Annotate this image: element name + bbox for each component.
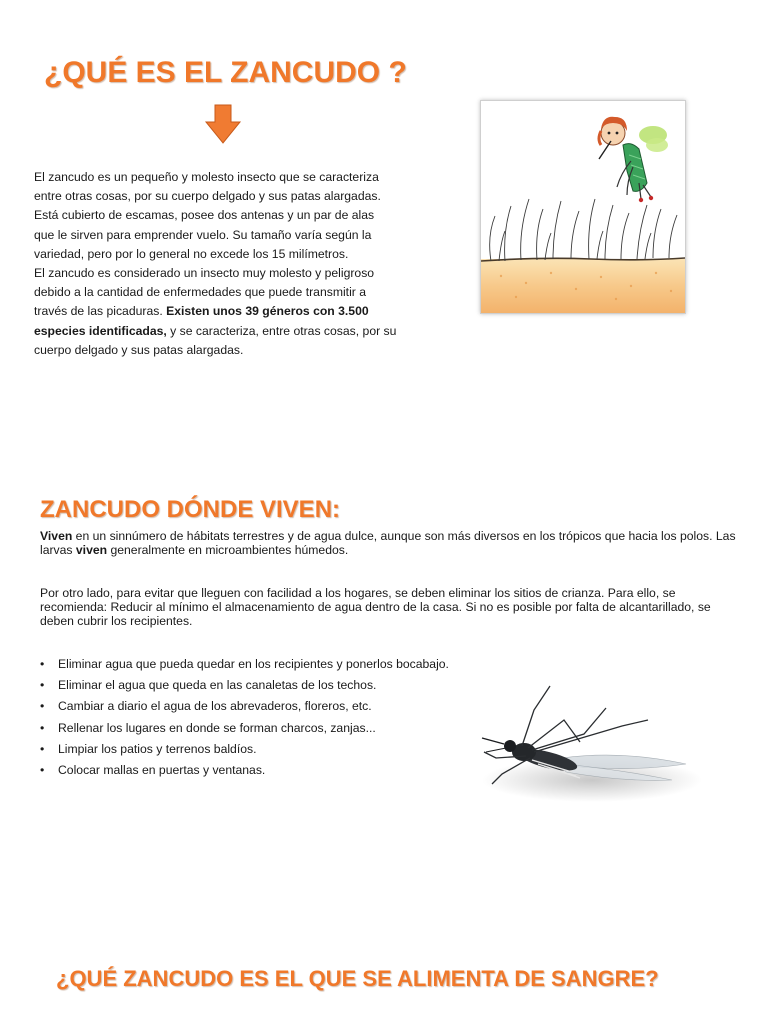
list-item <box>40 696 500 717</box>
prevention-paragraph: Por otro lado, para evitar que lleguen con facilidad a los hogares, se deben eliminar los sitios de crianza. Para ello, se recomienda: Reducir al mínimo el almacenamiento de agua dentro de la casa. Si no es posible por falta de alcantarillado, se deben cubrir los recipientes. <box>40 586 711 628</box>
intro-bold-fragment: especies identificadas, <box>34 323 167 338</box>
cartoon-mosquito-illustration <box>481 101 685 313</box>
list-item <box>40 760 500 781</box>
prevention-list <box>40 654 500 781</box>
intro-line <box>34 302 424 321</box>
intro-line: variedad, pero por lo general no excede los 15 milímetros. <box>34 246 349 261</box>
habitat-text: en un sinnúmero de hábitats terrestres y de agua dulce, aunque son más diversos en los trópicos que hacia los polos. Las larvas <box>40 529 736 557</box>
intro-line: cuerpo delgado y sus patas alargadas. <box>34 342 244 357</box>
list-item-text: Rellenar los lugares en donde se forman charcos, zanjas... <box>58 720 376 735</box>
intro-line: Está cubierto de escamas, posee dos antenas y un par de alas <box>34 208 375 223</box>
dead-mosquito-image <box>472 680 712 812</box>
habitat-paragraph <box>40 530 740 558</box>
keyword-viven: Viven <box>40 529 73 543</box>
intro-bold-fragment: Existen unos 39 géneros con 3.500 <box>166 304 369 319</box>
bullet-icon: • <box>40 657 45 671</box>
list-item <box>40 718 500 739</box>
list-item <box>40 675 500 696</box>
list-item-text: Eliminar agua que pueda quedar en los recipientes y ponerlos bocabajo. <box>58 657 449 671</box>
intro-line: que le sirven para emprender vuelo. Su tamaño varía según la <box>34 227 372 242</box>
intro-text-fragment: través de las picaduras. <box>34 304 167 319</box>
list-item <box>40 654 500 675</box>
bullet-icon: • <box>40 699 45 714</box>
bullet-icon: • <box>40 741 45 756</box>
intro-line: debido a la cantidad de enfermedades que puede transmitir a <box>34 285 366 300</box>
intro-line: El zancudo es considerado un insecto muy molesto y peligroso <box>34 266 375 281</box>
list-item-text: Colocar mallas en puertas y ventanas. <box>58 763 266 778</box>
page-title: ¿QUÉ ES EL ZANCUDO ? <box>44 56 407 89</box>
intro-line <box>34 322 424 341</box>
bullet-icon: • <box>40 763 45 778</box>
habitat-heading: ZANCUDO DÓNDE VIVEN: <box>40 496 341 523</box>
list-item-text: Cambiar a diario el agua de los abrevaderos, floreros, etc. <box>58 699 372 714</box>
bullet-icon: • <box>40 720 45 735</box>
cartoon-mosquito-image <box>480 100 686 314</box>
list-item-text: Limpiar los patios y terrenos baldíos. <box>58 741 257 756</box>
list-item-text: Eliminar el agua que queda en las canaletas de los techos. <box>58 678 377 693</box>
blood-feeding-heading: ¿QUÉ ZANCUDO ES EL QUE SE ALIMENTA DE SANGRE? <box>56 966 659 991</box>
intro-text-fragment: y se caracteriza, entre otras cosas, por su <box>166 323 397 338</box>
intro-line: entre otras cosas, por su cuerpo delgado y sus patas alargadas. <box>34 189 381 204</box>
intro-line: El zancudo es un pequeño y molesto insecto que se caracteriza <box>34 170 379 184</box>
bullet-icon: • <box>40 678 45 693</box>
habitat-text: generalmente en microambientes húmedos. <box>107 542 349 557</box>
keyword-viven: viven <box>75 542 108 557</box>
list-item <box>40 739 500 760</box>
intro-paragraph <box>34 168 424 360</box>
down-arrow-icon <box>204 104 242 144</box>
